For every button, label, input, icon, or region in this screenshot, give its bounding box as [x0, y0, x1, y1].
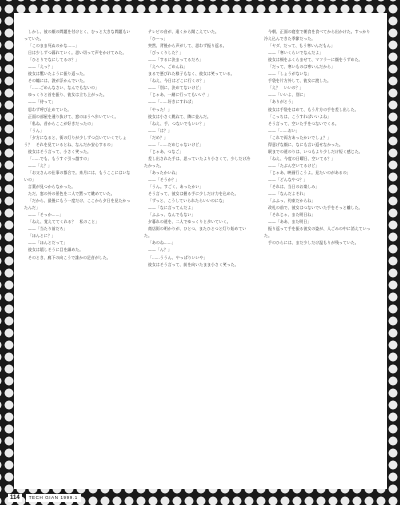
paragraph: 正面の部屋を通り抜けて、窓のほうへ歩いていく。 — [28, 113, 119, 119]
paragraph: そのとき、廊下の向こうで誰かの足音がした。 — [28, 254, 111, 260]
paragraph: ——「どんなやつ？」 — [268, 176, 308, 182]
paragraph: 「ねえ、今日はどこに行くの？」 — [148, 78, 208, 84]
paragraph: ——「いいよ、別に」 — [268, 92, 308, 98]
paragraph: 差し出された手は、思っていたより小さくて、少しだけ冷たかった。 — [144, 155, 251, 168]
paragraph: ——「……だめじゃないけど」 — [148, 141, 204, 147]
paragraph: 「ほんとに？」 — [28, 233, 56, 239]
paragraph: 彼女は頬をふくらませて、マフラーに顔をうずめた。 — [268, 57, 363, 63]
paragraph: 日は少しずつ暮れていく。思い切って声をかけてみた。 — [28, 50, 127, 56]
paragraph: 今朝、正面の寝室で朝食を食べてから出かけた。すっかり冷え込んできた季節だった。 — [264, 29, 371, 42]
paragraph: 「夕方になると、街の灯りが少しずつ点いていくでしょう？ それを見ているとね、なんだか安心するの」 — [24, 134, 127, 147]
paragraph: 彼女は小さく跳ねて、隣に並んだ。 — [148, 113, 211, 119]
paragraph: 「ヤダ、だって、もう寒いんだもん」 — [268, 43, 335, 49]
paragraph: 「ふふっ、なんでもない」 — [148, 212, 196, 218]
paragraph: そう言って、空いた手をつないでくる。 — [268, 120, 339, 126]
paragraph: 思わず呼び止めていた。 — [28, 106, 72, 112]
paragraph: ——「なに言ってんだよ」 — [148, 205, 196, 211]
paragraph: そう言って、彼女は握る手に少しだけ力を込めた。 — [148, 191, 239, 197]
paragraph: 「これで両方あったかいでしょ？」 — [268, 134, 332, 140]
paragraph: 「……ううん、やっぱりいいや」 — [148, 254, 208, 260]
paragraph: 「ふふっ、約束だからね」 — [268, 198, 316, 204]
paragraph: 「ねえ、手、つないでもいい？」 — [148, 120, 208, 126]
paragraph: ——「なんだよそれ」 — [268, 191, 308, 197]
paragraph: 「私ね、昔からここが好きだったの」 — [28, 120, 95, 126]
paragraph: その瞳には、涙が浮かんでいた。 — [28, 78, 88, 84]
paragraph: ——「え？」 — [28, 162, 52, 168]
paragraph: 彼女はそう言って、前を向いたまま小さく笑った。 — [148, 261, 239, 267]
text-column-2 — [144, 28, 254, 466]
paragraph: ——「ん？」 — [148, 247, 172, 253]
paragraph: ——「寒いくらいでなんだよ」 — [268, 50, 324, 56]
paragraph: 改札の前で、彼女はつないでいた手をそっと離した。 — [268, 205, 363, 211]
paragraph: 「え？ いいの？」 — [268, 85, 304, 91]
paragraph: 「ねえ、今度の日曜日、空いてる？」 — [268, 155, 336, 161]
paragraph: テレビの音が、遠くから聞こえていた。 — [148, 29, 219, 34]
paragraph: 「それじゃ、また明日ね」 — [268, 212, 316, 218]
paragraph: 彼女は驚いたように振り返った。 — [28, 71, 88, 77]
paragraph: 「あのね……」 — [148, 240, 176, 246]
paragraph: ——「ほんとだって」 — [28, 240, 68, 246]
paragraph: 「ねえ、覚えててくれる？ 私のこと」 — [28, 219, 100, 225]
paragraph: 「あったかいね」 — [148, 169, 180, 175]
paragraph: 彼女はそう言って、小さく笑った。 — [28, 148, 91, 154]
paragraph: 手のひらには、まだ少しだけ温もりが残っていた。 — [268, 240, 359, 246]
paragraph: 「じゃあ、一緒に行ってもいい？」 — [148, 92, 211, 98]
paragraph: 手袋を片方外して、彼女に渡した。 — [268, 78, 331, 84]
page-number: 114 — [10, 495, 20, 501]
paragraph: 駅までの道のりは、いつもより少しだけ短く感じた。 — [268, 148, 363, 154]
text-page — [14, 13, 387, 489]
paragraph: 「このまま死ぬのかな……」 — [28, 43, 80, 49]
text-column-3 — [264, 28, 374, 466]
paragraph: ただ、窓の外の景色を二人で黙って眺めていた。 — [28, 191, 115, 197]
paragraph: ——「ああ、また明日」 — [268, 219, 312, 225]
paragraph: 「こっちは、こうすればいいよね」 — [268, 113, 331, 119]
paragraph: ——「待って」 — [28, 99, 56, 105]
paragraph: 振り返って手を振る彼女の姿が、人ごみの中に消えていった。 — [264, 226, 371, 239]
paragraph: ——「しょうがないな」 — [268, 71, 312, 77]
paragraph: 「だめ？」 — [148, 134, 168, 140]
paragraph: ——「えっ？」 — [28, 64, 56, 70]
paragraph: ——「そうか？」 — [148, 176, 180, 182]
paragraph: 「えへへ、ごめんね」 — [148, 64, 188, 70]
paragraph: 「じゃあ、つなご」 — [148, 148, 184, 154]
paragraph: 「お父さんの仕事の都合で。来月には、もうここにはいないの」 — [24, 169, 131, 182]
page-footer — [8, 494, 81, 502]
paragraph: 夕暮れの道を、二人でゆっくりと歩いていく。 — [148, 219, 231, 225]
paragraph: 突然、背後から声がして、思わず振り返る。 — [148, 43, 227, 49]
paragraph: 「やった！」 — [148, 106, 172, 112]
paragraph: ——「……好きにすれば」 — [148, 99, 196, 105]
paragraph: 「ひとりでなにしてるの？」 — [28, 57, 80, 63]
paragraph: 「じゃあ、映画行こうよ。見たいのがあるの」 — [268, 169, 351, 175]
paragraph: 言葉が見つからなかった。 — [28, 184, 76, 190]
paragraph: 「うん」 — [28, 127, 44, 133]
paragraph: 「だから、最後にもう一度だけ、ここから夕日を見たかったんだ」 — [24, 198, 131, 211]
paragraph: まるで悪びれた様子もなく、彼女は笑っている。 — [148, 71, 235, 77]
paragraph: ——「たぶん空いてるけど」 — [268, 162, 320, 168]
paragraph: しかし、彼の顔の問題を付けとく、むっと大きな問題もいっていた。 — [24, 29, 131, 42]
paragraph: 「それは、当日のお楽しみ」 — [268, 184, 320, 190]
paragraph: ——「は？」 — [148, 127, 172, 133]
paragraph: ——「するに決まってるだろ」 — [148, 57, 204, 63]
paragraph: ——「別に、決めてないけど」 — [148, 85, 204, 91]
paragraph: ——「そっか……」 — [28, 212, 64, 218]
paragraph: 得意げな顔に、なにも言い返せなかった。 — [268, 141, 343, 147]
paragraph: 「うん。すごく、あったかい」 — [148, 184, 204, 190]
paragraph: 「びっくりした？」 — [148, 50, 184, 56]
paragraph: ——「当たり前だろ」 — [28, 226, 68, 232]
paragraph: 「だって、寒いものは寒いんだから」 — [268, 64, 335, 70]
paragraph: 彼女は嬉しそうに目を細めた。 — [28, 247, 84, 253]
paragraph: ゆっくりと首を振り、彼女は立ち上がった。 — [28, 92, 107, 98]
text-column-1 — [24, 28, 134, 466]
paragraph: ——「……おい」 — [268, 127, 300, 133]
paragraph: 「ひーっ」 — [148, 36, 168, 42]
magazine-issue: TECH GIAN 1999.1 — [26, 494, 81, 502]
paragraph: 「ありがとう」 — [268, 99, 296, 105]
paragraph: 商店街の明かりが、ひとつ、またひとつと灯り始めていた。 — [144, 226, 247, 239]
paragraph: 彼女は手袋をはめて、もう片方の手を差し出した。 — [268, 106, 359, 112]
paragraph: 「……ごめんなさい、なんでもないの」 — [28, 85, 99, 91]
paragraph: 「ずっと、こうしていられたらいいのにな」 — [148, 198, 227, 204]
paragraph: 「……でも、もうすぐ引っ越すの」 — [28, 155, 92, 161]
